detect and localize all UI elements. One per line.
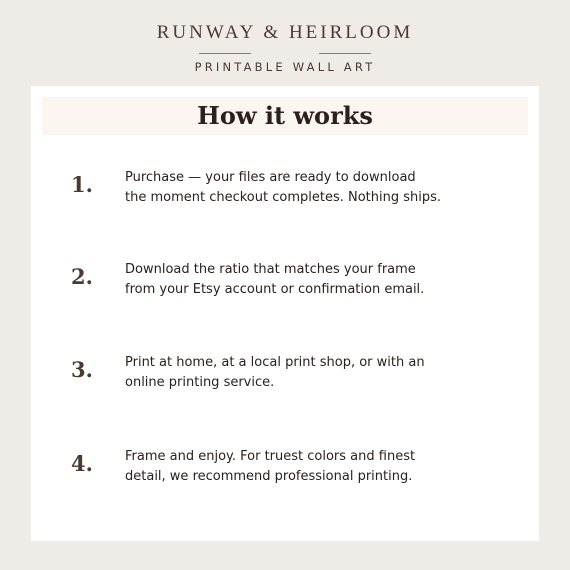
step-number: 4. — [71, 451, 93, 476]
step-line-1: Print at home, at a local print shop, or with an — [125, 355, 425, 370]
step-item-2 — [31, 260, 539, 310]
tagline-rule-left — [199, 53, 251, 54]
how-it-works-card — [31, 86, 539, 541]
step-line-1: Download the ratio that matches your frame — [125, 262, 416, 277]
step-number: 3. — [71, 357, 93, 382]
step-item-1 — [31, 168, 539, 218]
step-description — [125, 168, 495, 208]
brand-name: RUNWAY & HEIRLOOM — [156, 22, 414, 43]
brand-tagline: PRINTABLE WALL ART — [194, 60, 376, 74]
step-line-2: from your Etsy account or confirmation email. — [125, 282, 425, 297]
step-line-1: Frame and enjoy. For truest colors and finest — [125, 449, 416, 464]
step-line-2: detail, we recommend professional printing. — [125, 469, 413, 484]
step-number: 2. — [71, 264, 93, 289]
step-description — [125, 353, 495, 393]
step-item-3 — [31, 353, 539, 403]
tagline-rule-right — [319, 53, 371, 54]
step-line-2: the moment checkout completes. Nothing ships. — [125, 190, 442, 205]
step-item-4 — [31, 447, 539, 497]
step-line-2: online printing service. — [125, 375, 275, 390]
step-number: 1. — [71, 172, 93, 197]
page-title: How it works — [197, 101, 373, 130]
step-description — [125, 260, 495, 300]
step-line-1: Purchase — your files are ready to download — [125, 170, 416, 185]
heading-band — [42, 97, 528, 135]
step-description — [125, 447, 495, 487]
